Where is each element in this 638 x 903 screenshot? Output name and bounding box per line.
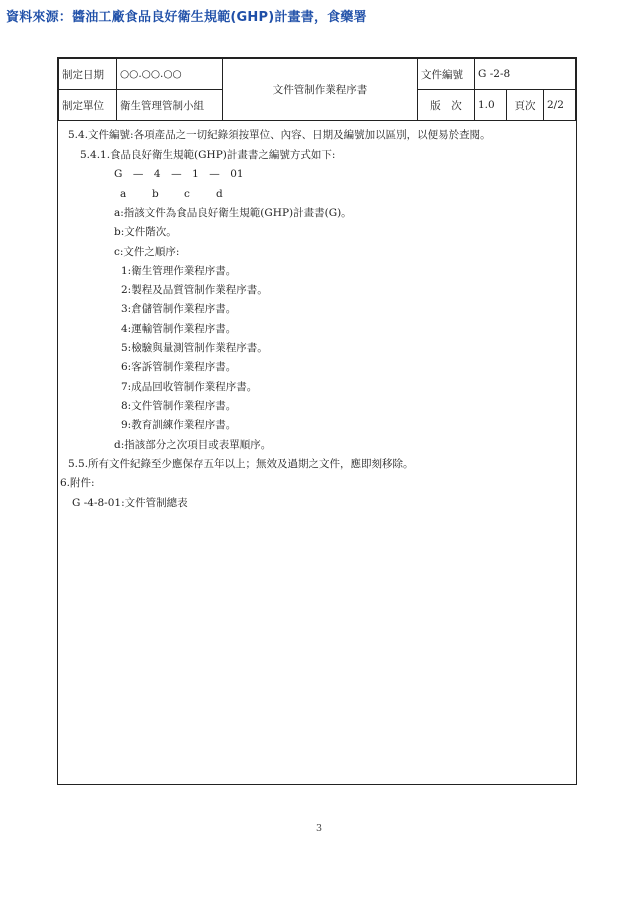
code-letter-a: a bbox=[120, 188, 127, 200]
code-example: G — 4 — 1 — 01 bbox=[114, 168, 244, 180]
source-banner: 資料來源：醬油工廠食品良好衛生規範(GHP)計畫書，食藥署 bbox=[6, 10, 367, 25]
c-item-2: 2:製程及品質管制作業程序書。 bbox=[121, 284, 268, 296]
code-letter-c: c bbox=[184, 188, 190, 200]
doc-title: 文件管制作業程序書 bbox=[223, 59, 418, 121]
c-item-5: 5:檢驗與量測管制作業程序書。 bbox=[121, 342, 268, 354]
c-item-9: 9:教育訓練作業程序書。 bbox=[121, 419, 237, 431]
doc-no-label: 文件編號 bbox=[418, 59, 475, 90]
c-desc: c:文件之順序: bbox=[114, 246, 180, 258]
section-5-4-1: 5.4.1.食品良好衛生規範(GHP)計畫書之編號方式如下: bbox=[80, 149, 336, 161]
b-desc: b:文件階次。 bbox=[114, 226, 177, 238]
a-desc: a:指該文件為食品良好衛生規範(GHP)計畫書(G)。 bbox=[114, 207, 352, 219]
c-item-6: 6:客訴管制作業程序書。 bbox=[121, 361, 237, 373]
d-desc: d:指該部分之次項目或表單順序。 bbox=[114, 439, 272, 451]
section-5-5: 5.5.所有文件紀錄至少應保存五年以上；無效及過期之文件，應即刻移除。 bbox=[68, 458, 414, 470]
c-item-4: 4:運輸管制作業程序書。 bbox=[121, 323, 237, 335]
document-frame bbox=[57, 57, 577, 785]
attachment-item: G -4-8-01:文件管制總表 bbox=[72, 497, 188, 509]
section-5-4: 5.4.文件編號:各項產品之一切紀錄須按單位、內容、日期及編號加以區別，以便易於查閱。 bbox=[68, 129, 491, 141]
date-label: 制定日期 bbox=[59, 59, 117, 90]
code-letters bbox=[120, 185, 248, 204]
c-item-7: 7:成品回收管制作業程序書。 bbox=[121, 381, 258, 393]
version-label: 版 次 bbox=[418, 90, 475, 121]
unit-value: 衛生管理管制小組 bbox=[117, 90, 223, 121]
doc-no-value: G -2-8 bbox=[475, 59, 576, 90]
c-item-8: 8:文件管制作業程序書。 bbox=[121, 400, 237, 412]
page-number: 3 bbox=[315, 823, 323, 834]
code-letter-d: d bbox=[216, 188, 223, 200]
page-label: 頁次 bbox=[507, 90, 544, 121]
section-6: 6.附件: bbox=[60, 477, 95, 489]
header-table bbox=[58, 58, 576, 121]
unit-label: 制定單位 bbox=[59, 90, 117, 121]
page-value: 2/2 bbox=[544, 90, 576, 121]
version-value: 1.0 bbox=[475, 90, 507, 121]
c-item-1: 1:衛生管理作業程序書。 bbox=[121, 265, 237, 277]
c-item-3: 3:倉儲管制作業程序書。 bbox=[121, 303, 237, 315]
date-value: ○○.○○.○○ bbox=[117, 59, 223, 90]
code-letter-b: b bbox=[152, 188, 159, 200]
